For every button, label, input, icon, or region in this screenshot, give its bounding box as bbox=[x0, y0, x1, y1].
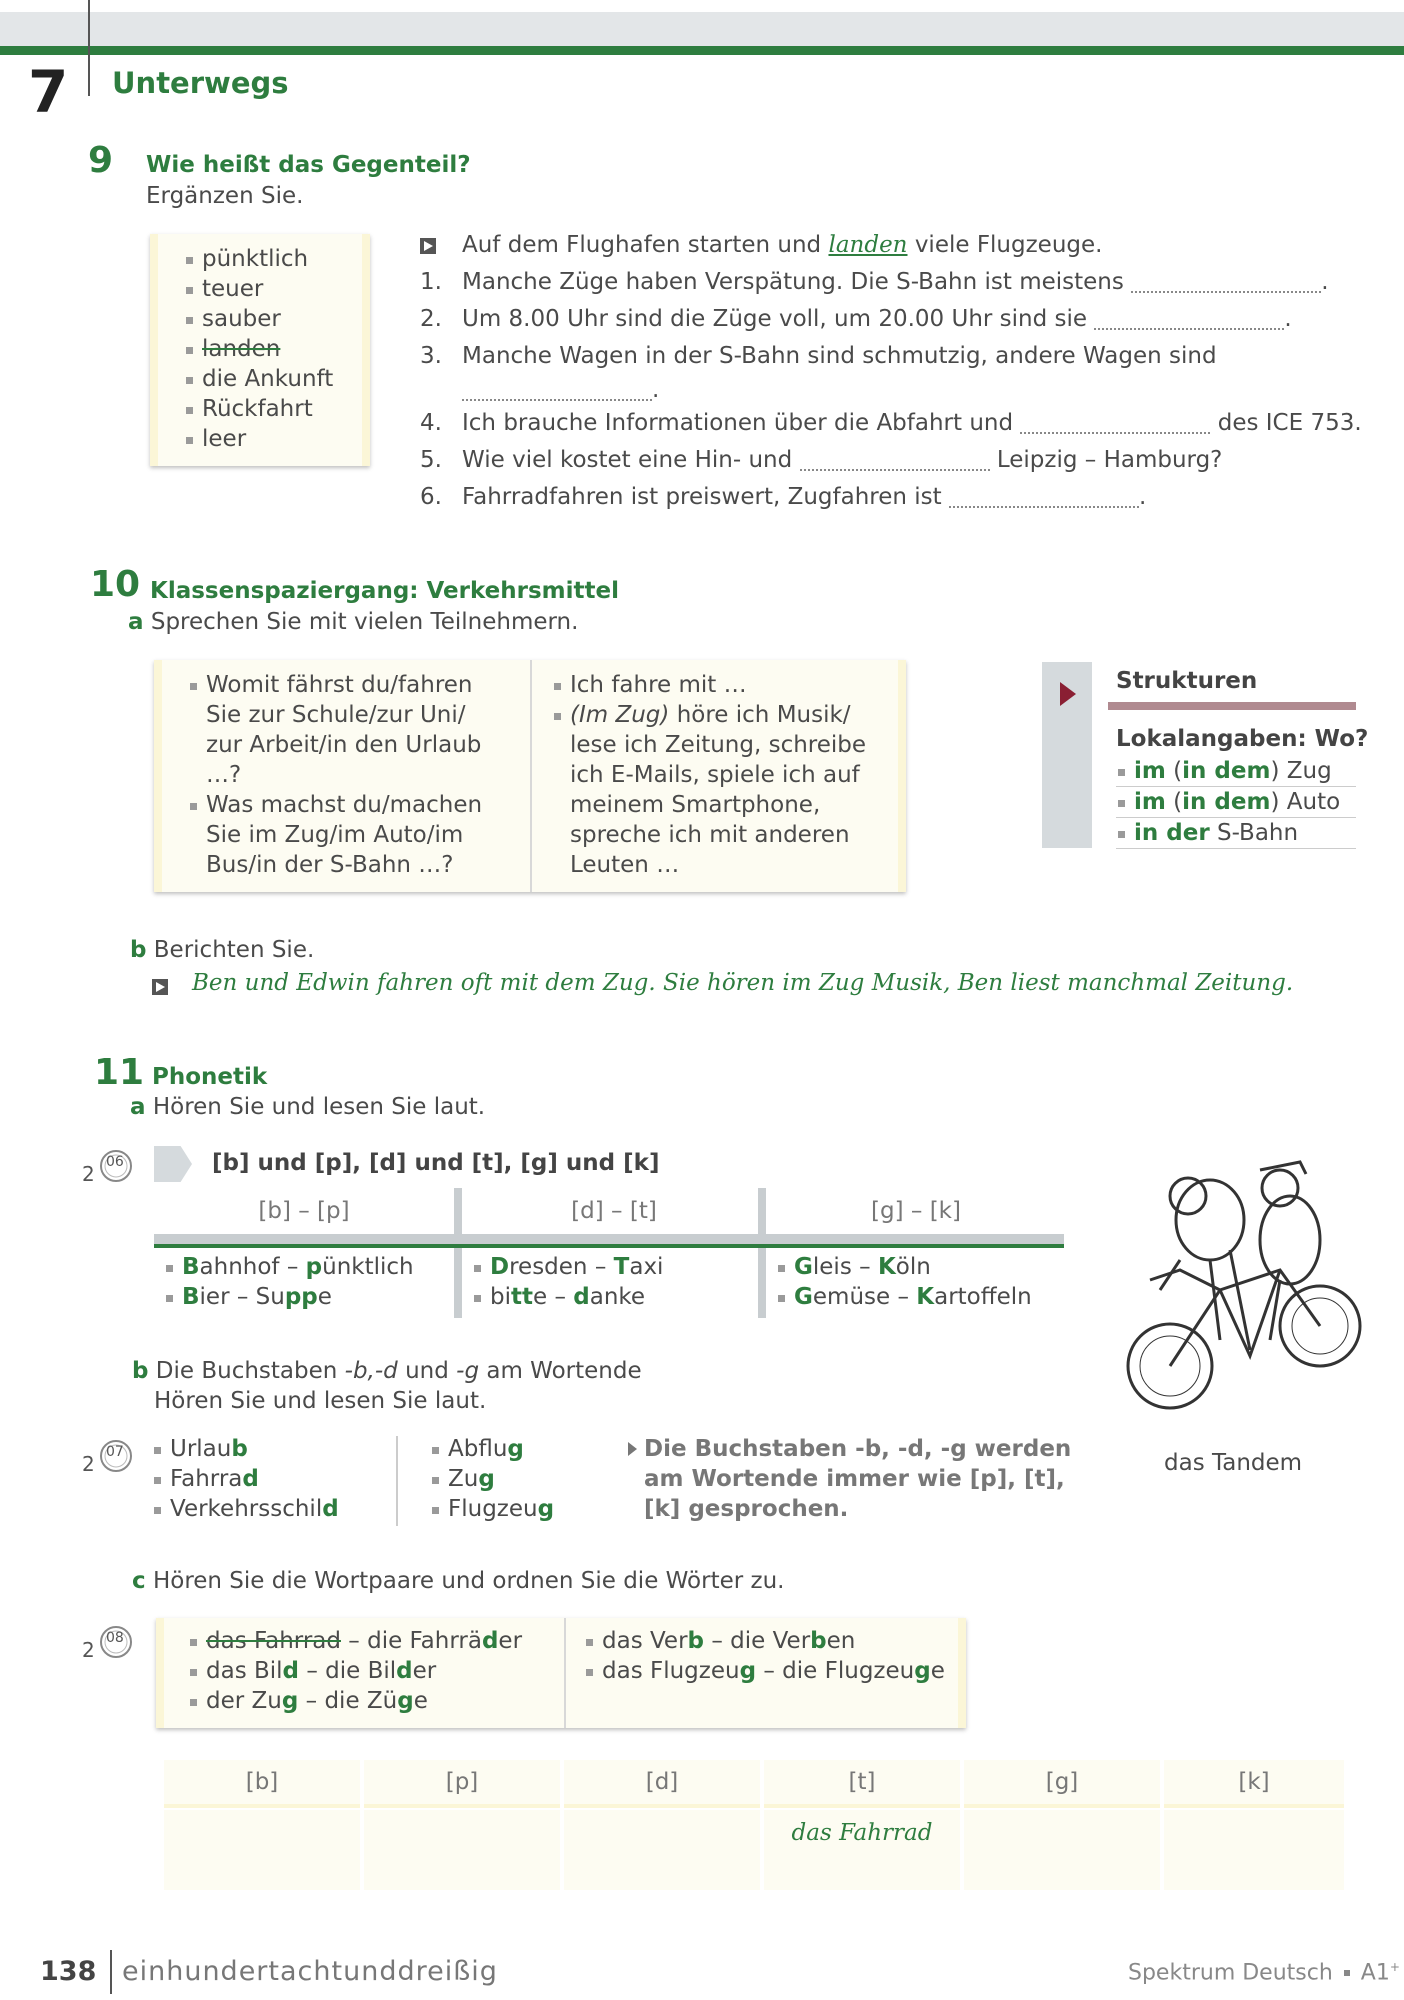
blank-field[interactable] bbox=[949, 488, 1139, 508]
chapter-title: Unterwegs bbox=[112, 66, 289, 100]
top-green-rule bbox=[0, 46, 1404, 55]
audio-track-07[interactable]: 2 07 bbox=[80, 1438, 124, 1476]
phrase-item: Womit fährst du/fahren Sie zur Schule/zur Uni/ zur Arbeit/in den Urlaub …? bbox=[188, 670, 508, 790]
blank-field[interactable] bbox=[800, 451, 990, 471]
blank-field[interactable] bbox=[1094, 310, 1284, 330]
grid-header: [k] bbox=[1238, 1769, 1270, 1795]
phonetik-table bbox=[154, 1188, 1064, 1318]
strukturen-title: Strukturen bbox=[1116, 668, 1258, 694]
phrase-divider bbox=[530, 660, 532, 892]
word-item: leer bbox=[184, 424, 362, 454]
ex10-b-answer: Ben und Edwin fahren oft mit dem Zug. Sie hören im Zug Musik, Ben liest manchmal Zeitung. bbox=[192, 970, 1294, 996]
strukturen-tab bbox=[1042, 662, 1092, 848]
word-item: pünktlich bbox=[184, 244, 362, 274]
chapter-number: 7 bbox=[28, 58, 69, 126]
list-item: Verkehrsschild bbox=[152, 1494, 382, 1524]
phrase-item: Ich fahre mit … bbox=[552, 670, 882, 700]
ex9-item-4: 4. Ich brauche Informationen über die Abfahrt und des ICE 753. bbox=[420, 410, 1362, 436]
ex10-phrase-box bbox=[154, 660, 906, 892]
strukturen-rule bbox=[1108, 702, 1356, 710]
arrow-right-icon bbox=[1060, 682, 1076, 706]
strukturen-subtitle: Lokalangaben: Wo? bbox=[1116, 726, 1369, 752]
phrase-item: (Im Zug) höre ich Musik/ lese ich Zeitung, schreibe ich E-Mails, spiele ich auf meinem Smartphone, spreche ich mit anderen Leuten … bbox=[552, 700, 882, 880]
word-pair: der Zug – die Züge bbox=[188, 1686, 558, 1716]
audio-track-06[interactable]: 2 06 bbox=[80, 1148, 124, 1186]
list-item: Abflug bbox=[430, 1434, 610, 1464]
ex9-title: Wie heißt das Gegenteil? bbox=[146, 152, 471, 178]
list-item: Flugzeug bbox=[430, 1494, 610, 1524]
tandem-caption: das Tandem bbox=[1164, 1450, 1303, 1476]
example-marker-icon bbox=[152, 979, 168, 995]
ex9-item-5: 5. Wie viel kostet eine Hin- und Leipzig – Hamburg? bbox=[420, 447, 1223, 473]
grid-cell-d[interactable] bbox=[564, 1810, 760, 1890]
table-header: [g] – [k] bbox=[871, 1198, 961, 1224]
ex11-c: c Hören Sie die Wortpaare und ordnen Sie die Wörter zu. bbox=[132, 1568, 785, 1594]
ex9-word-box bbox=[150, 234, 370, 466]
table-green-rule bbox=[154, 1244, 1064, 1248]
word-pair: das Flugzeug – die Flugzeuge bbox=[584, 1656, 954, 1686]
grid-cell-b[interactable] bbox=[164, 1810, 360, 1890]
ex10-b-marker bbox=[152, 976, 168, 995]
blank-field[interactable] bbox=[1131, 273, 1321, 293]
word-pair: das Fahrrad – die Fahrräder bbox=[188, 1626, 558, 1656]
ex9-item-3: 3. Manche Wagen in der S-Bahn sind schmutzig, andere Wagen sind bbox=[420, 343, 1217, 369]
word-item: sauber bbox=[184, 304, 362, 334]
list-item: Fahrrad bbox=[152, 1464, 382, 1494]
grid-header: [g] bbox=[1045, 1769, 1079, 1795]
rule-text: Die Buchstaben -b, -d, -g werden am Wortende immer wie [p], [t], [k] gesprochen. bbox=[644, 1436, 1072, 1522]
page-number: 138 bbox=[40, 1956, 97, 1987]
grid-header: [p] bbox=[445, 1769, 479, 1795]
table-header: [d] – [t] bbox=[571, 1198, 657, 1224]
word-pair: das Bild – die Bilder bbox=[188, 1656, 558, 1686]
ex11-number: 11 bbox=[94, 1052, 145, 1093]
grid-header: [t] bbox=[848, 1769, 876, 1795]
ex10-title: Klassenspaziergang: Verkehrsmittel bbox=[150, 578, 619, 604]
ex9-item-1: 1. Manche Züge haben Verspätung. Die S-Bahn ist meistens . bbox=[420, 269, 1329, 295]
grid-header: [b] bbox=[245, 1769, 279, 1795]
ex9-item-2: 2. Um 8.00 Uhr sind die Züge voll, um 20.00 Uhr sind sie . bbox=[420, 306, 1292, 332]
blank-field[interactable] bbox=[462, 381, 652, 401]
ex9-example: Auf dem Flughafen starten und landen viele Flugzeuge. bbox=[420, 227, 1380, 264]
b-word-list-1 bbox=[152, 1434, 382, 1524]
audio-track-08[interactable]: 2 08 bbox=[80, 1624, 124, 1662]
grid-cell-p[interactable] bbox=[364, 1810, 560, 1890]
list-item: Bier – Suppe bbox=[164, 1282, 454, 1312]
ex10-a: a Sprechen Sie mit vielen Teilnehmern. bbox=[128, 609, 579, 635]
ex9-item-6: 6. Fahrradfahren ist preiswert, Zugfahren ist . bbox=[420, 484, 1147, 510]
chevron-right-icon bbox=[154, 1146, 192, 1182]
ex10-number: 10 bbox=[90, 564, 141, 605]
phrase-item: Was machst du/machen Sie im Zug/im Auto/im Bus/in der S-Bahn …? bbox=[188, 790, 508, 880]
ex9-number: 9 bbox=[88, 140, 114, 181]
ex11-c-box bbox=[156, 1618, 966, 1728]
table-header: [b] – [p] bbox=[258, 1198, 350, 1224]
ex11-title: Phonetik bbox=[152, 1064, 268, 1090]
list-item: Gemüse – Kartoffeln bbox=[776, 1282, 1066, 1312]
word-item: die Ankunft bbox=[184, 364, 362, 394]
word-item-used: landen bbox=[184, 334, 362, 364]
rule-arrow-icon bbox=[628, 1442, 637, 1456]
sound-grid bbox=[164, 1760, 1344, 1890]
ex11-b: b Die Buchstaben -b,-d und -g am Wortende bbox=[132, 1358, 642, 1384]
word-item: teuer bbox=[184, 274, 362, 304]
ex11-a: a Hören Sie und lesen Sie laut. bbox=[130, 1094, 486, 1120]
top-bar bbox=[0, 12, 1404, 50]
tandem-illustration bbox=[1110, 1140, 1380, 1440]
phonetik-heading: [b] und [p], [d] und [t], [g] und [k] bbox=[212, 1150, 660, 1176]
grid-cell-k[interactable] bbox=[1164, 1810, 1344, 1890]
chapter-divider bbox=[88, 0, 90, 96]
ex9-instruction: Ergänzen Sie. bbox=[146, 183, 304, 209]
b-word-list-2 bbox=[430, 1434, 610, 1524]
grid-answer: das Fahrrad bbox=[791, 1820, 933, 1846]
blank-field[interactable] bbox=[1020, 414, 1210, 434]
list-item: Bahnhof – pünktlich bbox=[164, 1252, 454, 1282]
grid-cell-g[interactable] bbox=[964, 1810, 1160, 1890]
list-item: Urlaub bbox=[152, 1434, 382, 1464]
page-number-word: einhundertachtunddreißig bbox=[122, 1956, 498, 1987]
ex9-item-3-cont: . bbox=[420, 375, 1380, 405]
strukturen-line: im (in dem) Auto bbox=[1116, 787, 1356, 818]
list-item: bitte – danke bbox=[472, 1282, 762, 1312]
ex9-example-answer: landen bbox=[828, 232, 908, 258]
strukturen-list bbox=[1116, 756, 1356, 849]
book-title: Spektrum Deutsch A1+ bbox=[1128, 1960, 1400, 1986]
list-item: Dresden – Taxi bbox=[472, 1252, 762, 1282]
grid-cell-t[interactable] bbox=[764, 1810, 960, 1890]
ex9-sentences bbox=[420, 227, 1380, 516]
ex11-b-line2: Hören Sie und lesen Sie laut. bbox=[154, 1388, 487, 1414]
grid-header: [d] bbox=[645, 1769, 679, 1795]
word-pair: das Verb – die Verben bbox=[584, 1626, 954, 1656]
strukturen-line: in der S-Bahn bbox=[1116, 818, 1356, 849]
ex10-b: b Berichten Sie. bbox=[130, 937, 315, 963]
list-item: Zug bbox=[430, 1464, 610, 1494]
list-item: Gleis – Köln bbox=[776, 1252, 1066, 1282]
example-marker-icon bbox=[420, 238, 436, 254]
word-item: Rückfahrt bbox=[184, 394, 362, 424]
strukturen-line: im (in dem) Zug bbox=[1116, 756, 1356, 787]
